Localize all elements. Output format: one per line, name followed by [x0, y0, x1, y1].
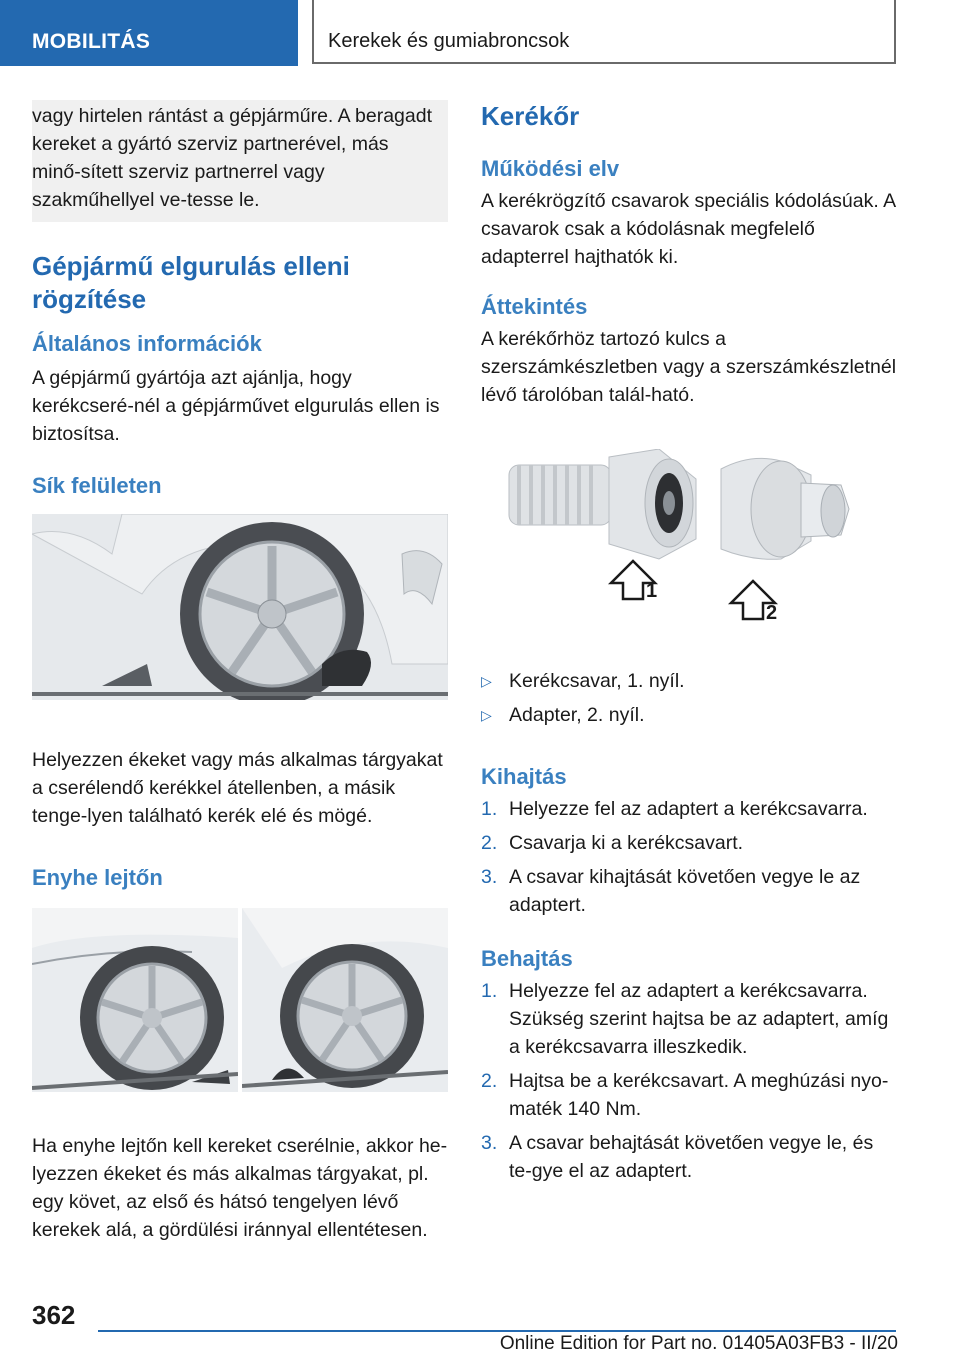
page-number: 362 — [32, 1300, 76, 1330]
list-item — [481, 701, 899, 729]
heading-install: Behajtás — [481, 946, 573, 971]
install-steps — [481, 977, 899, 1185]
step-text: Csavarja ki a kerékcsavart. — [509, 832, 744, 854]
list-item — [481, 795, 899, 823]
wheel-lock-illustration — [481, 449, 899, 639]
list-item — [481, 829, 899, 857]
step-number: 2. — [481, 1070, 498, 1092]
note-box — [32, 100, 448, 222]
step-text: A csavar kihajtását követően vegye le az adaptert. — [509, 866, 861, 916]
chapter-title: Kerekek és gumiabroncsok — [312, 0, 896, 64]
flat-surface-illustration — [32, 514, 448, 700]
step-text: Hajtsa be a kerékcsavart. A meghúzási nyo-maték 140 Nm. — [509, 1070, 889, 1120]
section-tab: MOBILITÁS — [0, 0, 298, 66]
triangle-bullet-icon: ▷ — [481, 707, 492, 723]
heading-general-info: Általános információk — [32, 331, 262, 356]
step-text: Helyezze fel az adaptert a kerékcsavarra. — [509, 798, 868, 820]
principle-text: A kerékrögzítő csavarok speciális kódolásúak. A csavarok csak a kódolásnak megfelelő adapterrel hajthatók ki. — [481, 190, 896, 268]
heading-remove: Kihajtás — [481, 764, 567, 789]
step-number: 1. — [481, 798, 498, 820]
slope-text: Ha enyhe lejtőn kell kereket cserélnie, akkor he-lyezzen ékeket és más alkalmas tárgyakat, pl. egy követ, az első és hátsó tengelyen lévő kerekek alá, a gördülési iránnyal ellentétesen. — [32, 1135, 448, 1241]
step-text: A csavar behajtását követően vegye le, és te-gye el az adaptert. — [509, 1132, 874, 1182]
heading-overview: Áttekintés — [481, 294, 588, 319]
footer-edition: Online Edition for Part no. 01405A03FB3 - II/20 — [499, 1333, 898, 1354]
callout-1: 1 — [646, 580, 658, 602]
list-item — [481, 863, 899, 919]
list-item — [481, 977, 899, 1061]
step-number: 2. — [481, 832, 498, 854]
triangle-bullet-icon: ▷ — [481, 673, 492, 689]
section-title-wheel-lock: Kerékőr — [481, 101, 580, 131]
list-item — [481, 1129, 899, 1185]
left-column — [32, 100, 448, 1244]
rear-wheel-slope-image — [242, 908, 448, 1092]
list-item — [481, 667, 899, 695]
heading-principle: Működési elv — [481, 156, 620, 181]
step-number: 3. — [481, 866, 498, 888]
step-text: Helyezze fel az adaptert a kerékcsavarra. Szükség szerint hajtsa be az adaptert, amíg a kerékcsavarra illeszkedik. — [509, 980, 889, 1058]
step-number: 1. — [481, 980, 498, 1002]
right-column — [481, 100, 899, 1185]
section-title-rollaway: Gépjármű elgurulás elleni rögzítése — [32, 251, 350, 314]
car-wheel-wedge-image — [32, 514, 448, 700]
general-info-text: A gépjármű gyártója azt ajánlja, hogy kerékcseré-nél a gépjárművet elgurulás ellen is biztosítsa. — [32, 367, 440, 445]
heading-flat-surface: Sík felületen — [32, 473, 162, 498]
heading-slight-slope: Enyhe lejtőn — [32, 865, 163, 890]
step-number: 3. — [481, 1132, 498, 1154]
note-text: vagy hirtelen rántást a gépjárműre. A beragadt kereket a gyártó szerviz partnerével, más minő-sített szerviz partnerrel vagy szakműhellyel ve-tesse le. — [32, 105, 432, 211]
slope-illustration — [32, 908, 448, 1092]
remove-steps — [481, 795, 899, 919]
list-item-text: Adapter, 2. nyíl. — [509, 704, 645, 726]
callout-2: 2 — [766, 602, 778, 624]
parts-list — [481, 667, 899, 729]
flat-surface-text: Helyezzen ékeket vagy más alkalmas tárgyakat a cserélendő kerékkel átellenben, a másik tenge-lyen található kerék elé és mögé. — [32, 749, 443, 827]
list-item — [481, 1067, 899, 1123]
list-item-text: Kerékcsavar, 1. nyíl. — [509, 670, 685, 692]
bolt-adapter-image — [481, 449, 899, 639]
front-wheel-slope-image — [32, 908, 238, 1092]
footer-divider — [98, 1330, 896, 1332]
overview-text: A kerékőrhöz tartozó kulcs a szerszámkészletben vagy a szerszámkészletnél lévő tárolóban talál-ható. — [481, 328, 897, 406]
